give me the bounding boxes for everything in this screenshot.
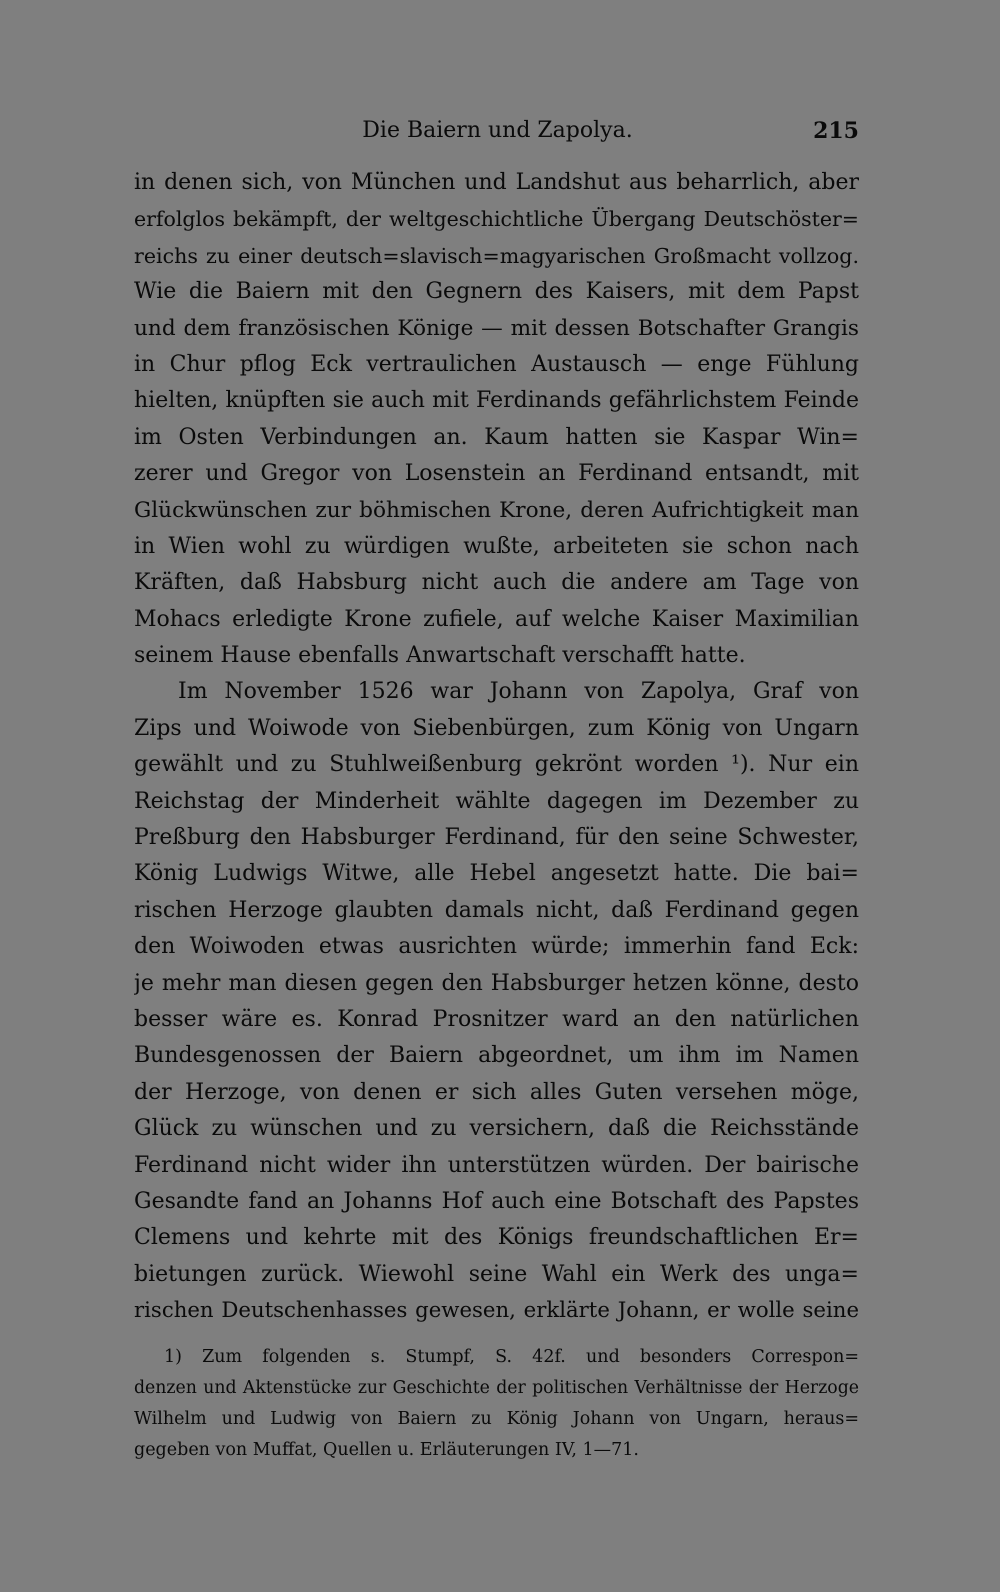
page-number: 215	[813, 118, 859, 144]
text-line: Glückwünschen zur böhmischen Krone, deren Aufrichtigkeit man	[134, 497, 859, 523]
text-line: in denen sich, von München und Landshut aus beharrlich, aber	[134, 170, 859, 195]
text-line: in Chur pflog Eck vertraulichen Austausch — enge Fühlung	[134, 351, 859, 377]
text-line: Reichstag der Minderheit wählte dagegen im Dezember zu	[134, 788, 859, 814]
text-line: seinem Hause ebenfalls Anwartschaft verschafft hatte.	[134, 643, 746, 669]
text-line: und dem französischen Könige — mit dessen Botschafter Grangis	[134, 315, 859, 341]
text-line: rischen Deutschenhasses gewesen, erklärte Johann, er wolle seine	[134, 1298, 859, 1324]
body-text	[134, 165, 859, 1330]
footnote-line: gegeben von Muffat, Quellen u. Erläuterungen IV, 1—71.	[134, 1440, 639, 1460]
text-line: im Osten Verbindungen an. Kaum hatten sie Kaspar Win=	[134, 424, 859, 450]
running-head	[136, 114, 859, 148]
text-line: je mehr man diesen gegen den Habsburger hetzen könne, desto	[134, 970, 859, 996]
footnotes	[134, 1342, 859, 1466]
footnote-line: 1) Zum folgenden s. Stumpf, S. 42f. und besonders Correspon=	[164, 1347, 859, 1367]
text-line: gewählt und zu Stuhlweißenburg gekrönt worden ¹). Nur ein	[134, 752, 859, 778]
text-line: Bundesgenossen der Baiern abgeordnet, um ihm im Namen	[134, 1043, 859, 1069]
text-line: hielten, knüpften sie auch mit Ferdinands gefährlichstem Feinde	[134, 388, 859, 414]
text-line: Preßburg den Habsburger Ferdinand, für den seine Schwester,	[134, 825, 859, 851]
footnote-line: Wilhelm und Ludwig von Baiern zu König Johann von Ungarn, heraus=	[134, 1409, 859, 1429]
text-line: Gesandte fand an Johanns Hof auch eine Botschaft des Papstes	[134, 1188, 859, 1214]
text-line: Kräften, daß Habsburg nicht auch die andere am Tage von	[134, 570, 859, 596]
text-line: Ferdinand nicht wider ihn unterstützen würden. Der bairische	[134, 1152, 859, 1178]
text-line: reichs zu einer deutsch=slavisch=magyarischen Großmacht vollzog.	[134, 243, 859, 268]
text-line: besser wäre es. Konrad Prosnitzer ward an den natürlichen	[134, 1006, 859, 1032]
text-line: bietungen zurück. Wiewohl seine Wahl ein Werk des unga=	[134, 1261, 859, 1287]
text-line: zerer und Gregor von Losenstein an Ferdinand entsandt, mit	[134, 461, 859, 487]
text-line: Glück zu wünschen und zu versichern, daß die Reichsstände	[134, 1116, 859, 1142]
text-line: Clemens und kehrte mit des Königs freundschaftlichen Er=	[134, 1225, 859, 1251]
text-line: rischen Herzoge glaubten damals nicht, daß Ferdinand gegen	[134, 897, 859, 923]
text-line: erfolglos bekämpft, der weltgeschichtliche Übergang Deutschöster=	[134, 207, 859, 232]
text-line: in Wien wohl zu würdigen wußte, arbeiteten sie schon nach	[134, 533, 859, 559]
text-line: Mohacs erledigte Krone zufiele, auf welche Kaiser Maximilian	[134, 606, 859, 632]
text-line: den Woiwoden etwas ausrichten würde; immerhin fand Eck:	[134, 934, 859, 960]
text-line: Zips und Woiwode von Siebenbürgen, zum König von Ungarn	[134, 715, 859, 741]
text-line: Wie die Baiern mit den Gegnern des Kaisers, mit dem Papst	[134, 279, 859, 305]
text-line: der Herzoge, von denen er sich alles Guten versehen möge,	[134, 1079, 859, 1105]
running-title: Die Baiern und Zapolya.	[362, 118, 633, 143]
footnote-line: denzen und Aktenstücke zur Geschichte der politischen Verhältnisse der Herzoge	[134, 1378, 859, 1398]
text-line: König Ludwigs Witwe, alle Hebel angesetzt hatte. Die bai=	[134, 861, 859, 887]
text-line: Im November 1526 war Johann von Zapolya, Graf von	[178, 679, 859, 705]
